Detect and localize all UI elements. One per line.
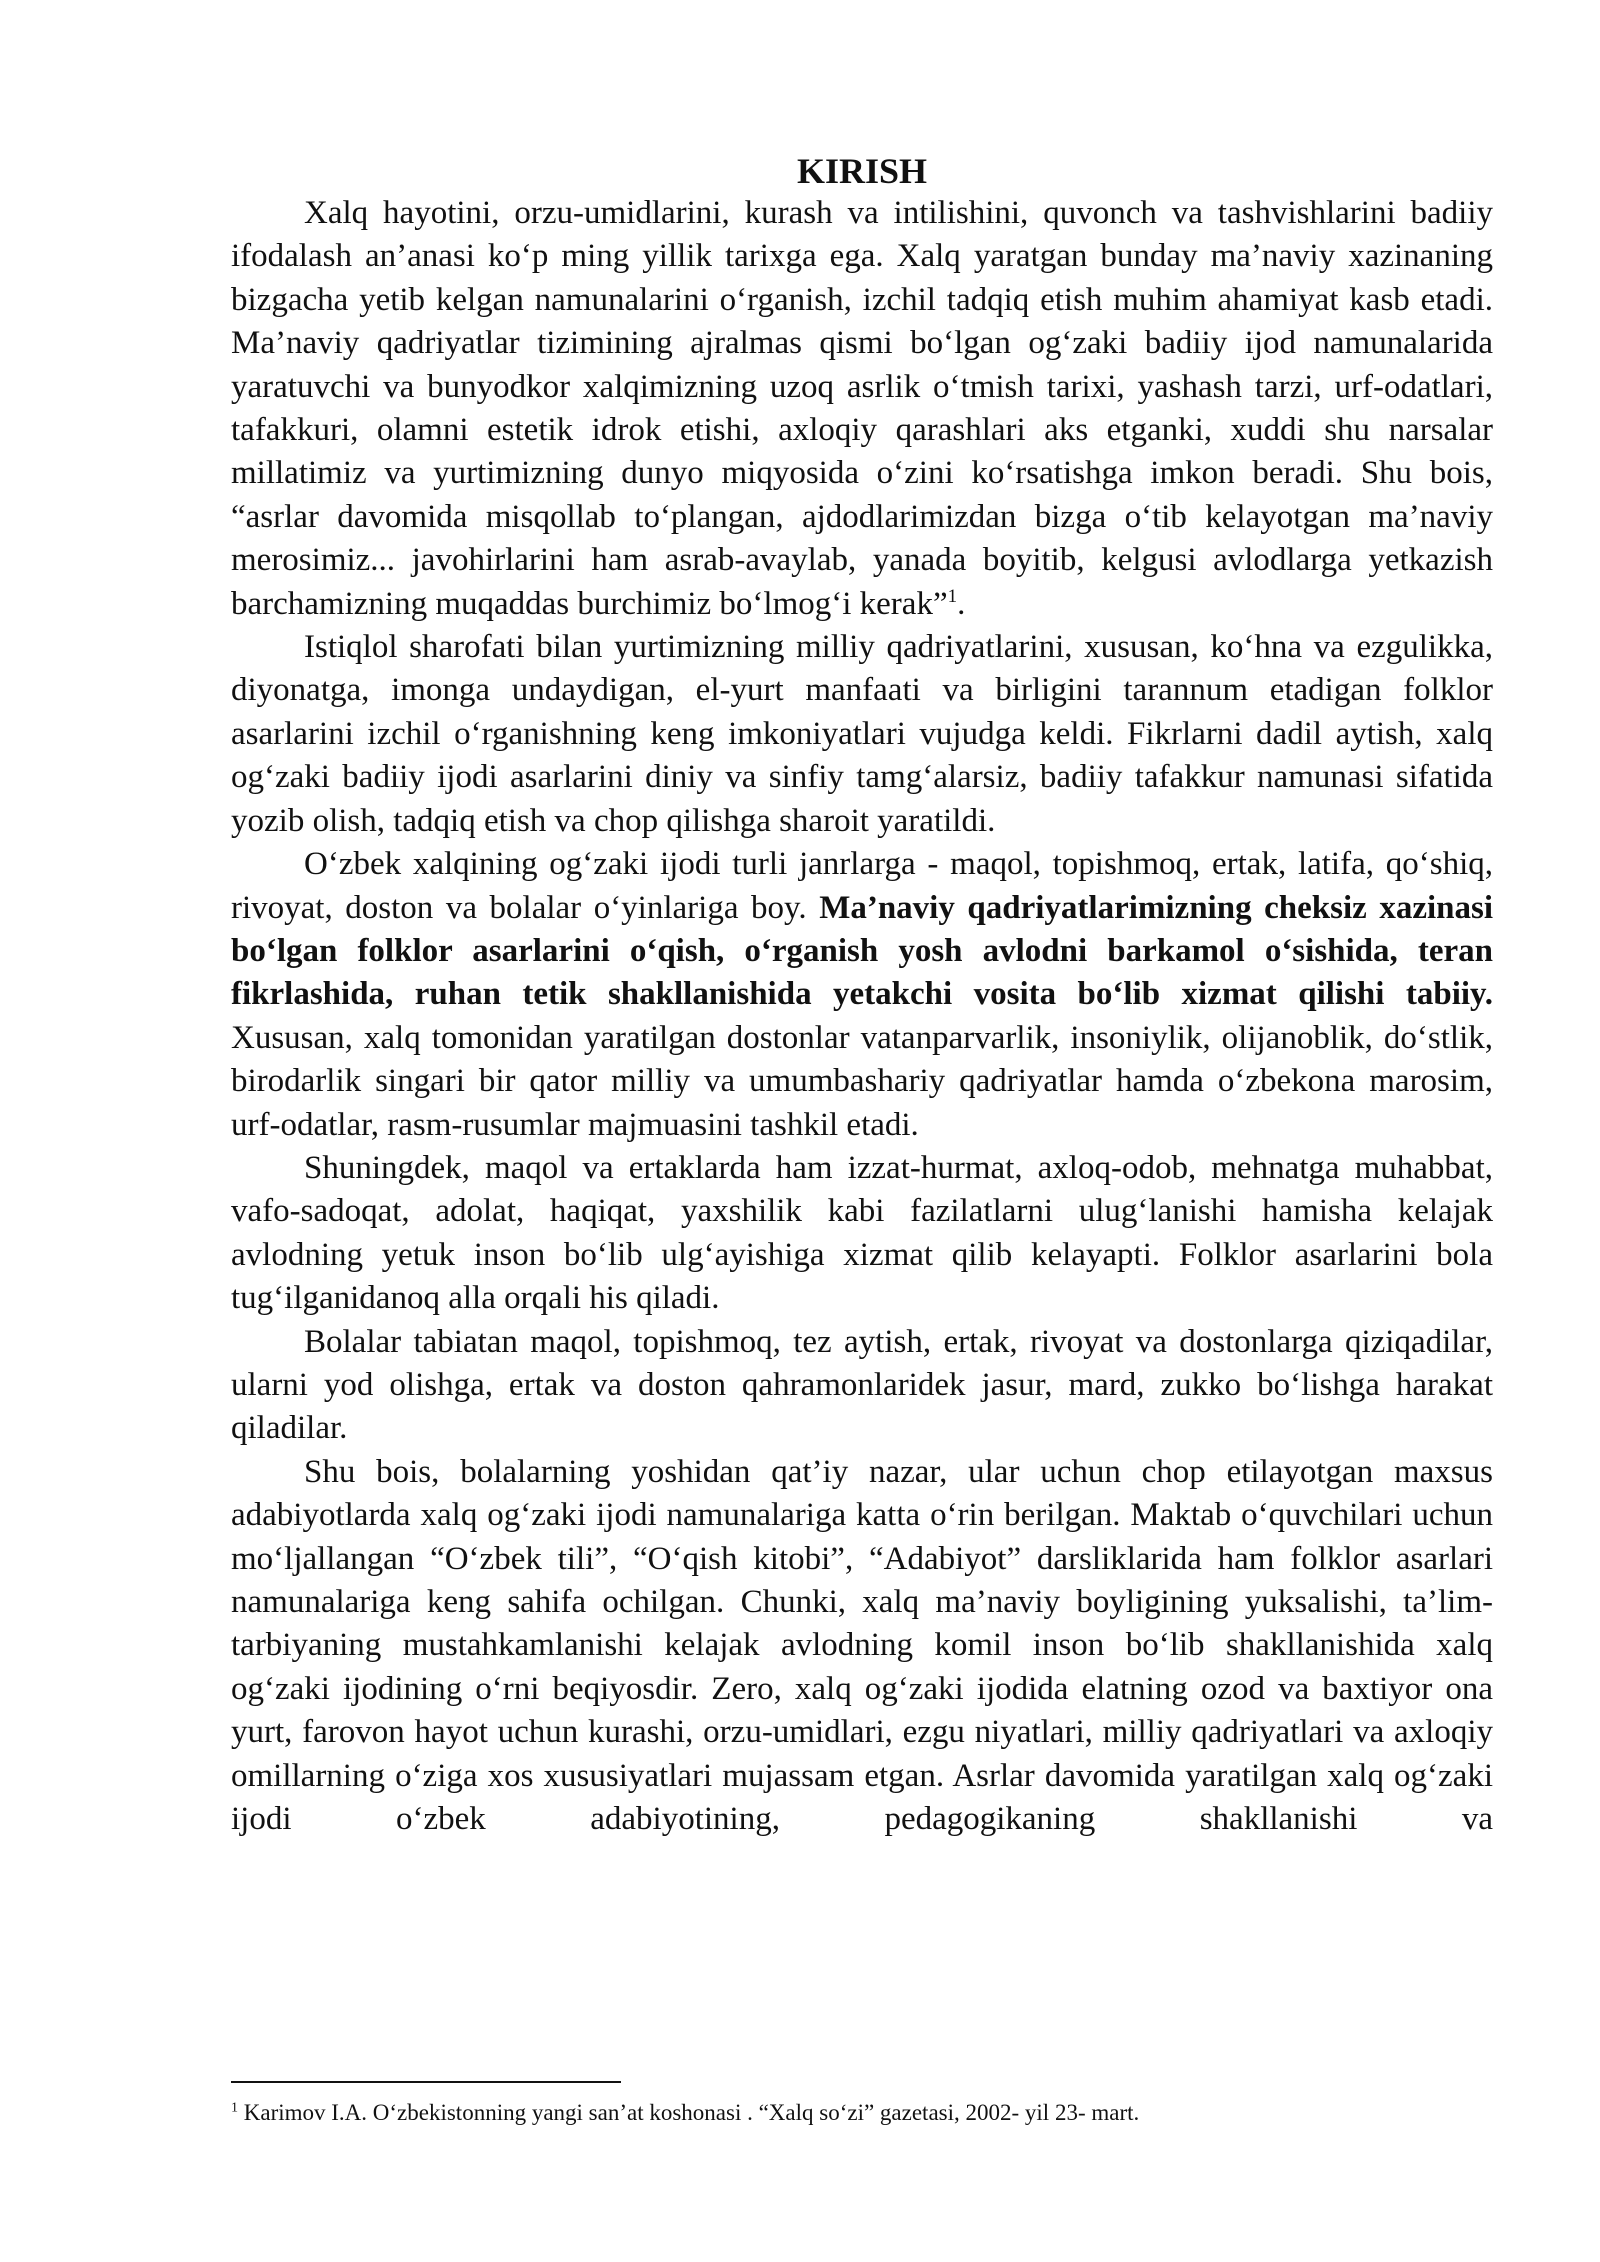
paragraph-3-text-before: O‘zbek xalqining og‘zaki ijodi turli janrlarga - maqol, topishmoq, ertak, latifa, qo‘shiq, rivoyat, doston va bolalar o‘yinlariga boy.: [231, 846, 1493, 926]
page-title: KIRISH: [796, 151, 928, 191]
paragraph-2: Istiqlol sharofati bilan yurtimizning milliy qadriyatlarini, xususan, ko‘hna va ezgulikka, diyonatga, imonga undaydigan, el-yurt manfaati va birligini tarannum etadigan folklor asarlarini izchil o‘rganishning keng imkoniyatlari vujudga keldi. Fikrlarni dadil aytish, xalq og‘zaki badiiy ijodi asarlarini diniy va sinfiy tamg‘alarsiz, badiiy tafakkur namunasi sifatida yozib olish, tadqiq etish va chop qilishga sharoit yaratildi.: [231, 629, 1493, 839]
paragraph-1-tail: .: [957, 585, 966, 622]
paragraph-4: Shuningdek, maqol va ertaklarda ham izzat-hurmat, axloq-odob, mehnatga muhabbat, vafo-sadoqat, adolat, haqiqat, yaxshilik kabi fazilatlarni ulug‘lanishi hamisha kelajak avlodning yetuk inson bo‘lib ulg‘ayishiga xizmat qilib kelayapti. Folklor asarlarini bola tug‘ilganidanoq alla orqali his qiladi.: [231, 1149, 1493, 1317]
footnote-number: 1: [231, 2100, 238, 2116]
footnote-reference: 1: [947, 585, 958, 607]
page-body: [231, 150, 1493, 1841]
paragraph-3: [231, 843, 1493, 1147]
paragraph-6: Shu bois, bolalarning yoshidan qat’iy nazar, ular uchun chop etilayotgan maxsus adabiyotlarda xalq og‘zaki ijodi namunalariga katta o‘rin berilgan. Maktab o‘quvchilari uchun mo‘ljallangan “O‘zbek tili”, “O‘qish kitobi”, “Adabiyot” darsliklarida ham folklor asarlari namunalariga keng sahifa ochilgan. Chunki, xalq ma’naviy boyligining yuksalishi, ta’lim-tarbiyaning mustahkamlanishi kelajak avlodning komil inson bo‘lib shakllanishida xalq og‘zaki ijodining o‘rni beqiyosdir. Zero, xalq og‘zaki ijodida elatning ozod va baxtiyor ona yurt, farovon hayot uchun kurashi, orzu-umidlari, ezgu niyatlari, milliy qadriyatlari va axloqiy omillarning o‘ziga xos xususiyatlari mujassam etgan. Asrlar davomida yaratilgan xalq og‘zaki ijodi o‘zbek adabiyotining, pedagogikaning shakllanishi va: [231, 1453, 1493, 1838]
paragraph-5: Bolalar tabiatan maqol, topishmoq, tez aytish, ertak, rivoyat va dostonlarga qiziqadilar, ularni yod olishga, ertak va doston qahramonlaridek jasur, mard, zukko bo‘lishga harakat qiladilar.: [231, 1323, 1493, 1447]
footnote-text: Karimov I.A. O‘zbekistonning yangi san’at koshonasi . “Xalq so‘zi” gazetasi, 2002- yil 23- mart.: [238, 2100, 1140, 2125]
footnote-separator: [231, 2081, 621, 2083]
paragraph-3-bold-text: Ma’naviy qadriyatlarimizning cheksiz xazinasi bo‘lgan folklor asarlarini o‘qish, o‘rganish yosh avlodni barkamol o‘sishida, teran fikrlashida, ruhan tetik shakllanishida yetakchi vosita bo‘lib xizmat qilishi tabiiy.: [231, 889, 1494, 1013]
paragraph-3-text-after: Xususan, xalq tomonidan yaratilgan dostonlar vatanparvarlik, insoniylik, olijanoblik, do‘stlik, birodarlik singari bir qator milliy va umumbashariy qadriyatlar hamda o‘zbekona marosim, urf-odatlar, rasm-rusumlar majmuasini tashkil etadi.: [231, 1019, 1493, 1143]
paragraph-1: [231, 192, 1493, 626]
paragraph-1-text: Xalq hayotini, orzu-umidlarini, kurash va intilishini, quvonch va tashvishlarini badiiy ifodalash an’anasi ko‘p ming yillik tarixga ega. Xalq yaratgan bunday ma’naviy xazinaning bizgacha yetib kelgan namunalarini o‘rganish, izchil tadqiq etish muhim ahamiyat kasb etadi. Ma’naviy qadriyatlar tizimining ajralmas qismi bo‘lgan og‘zaki badiiy ijod namunalarida yaratuvchi va bunyodkor xalqimizning uzoq asrlik o‘tmish tarixi, yashash tarzi, urf-odatlari, tafakkuri, olamni estetik idrok etishi, axloqiy qarashlari aks etganki, xuddi shu narsalar millatimiz va yurtimizning dunyo miqyosida o‘zini ko‘rsatishga imkon beradi. Shu bois, “asrlar davomida misqollab to‘plangan, ajdodlarimizdan bizga o‘tib kelayotgan ma’naviy merosimiz... javohirlarini ham asrab-avaylab, yanada boyitib, kelgusi avlodlarga yetkazish barchamizning muqaddas burchimiz bo‘lmog‘i kerak”: [231, 195, 1493, 622]
footnote: [231, 2098, 1493, 2128]
